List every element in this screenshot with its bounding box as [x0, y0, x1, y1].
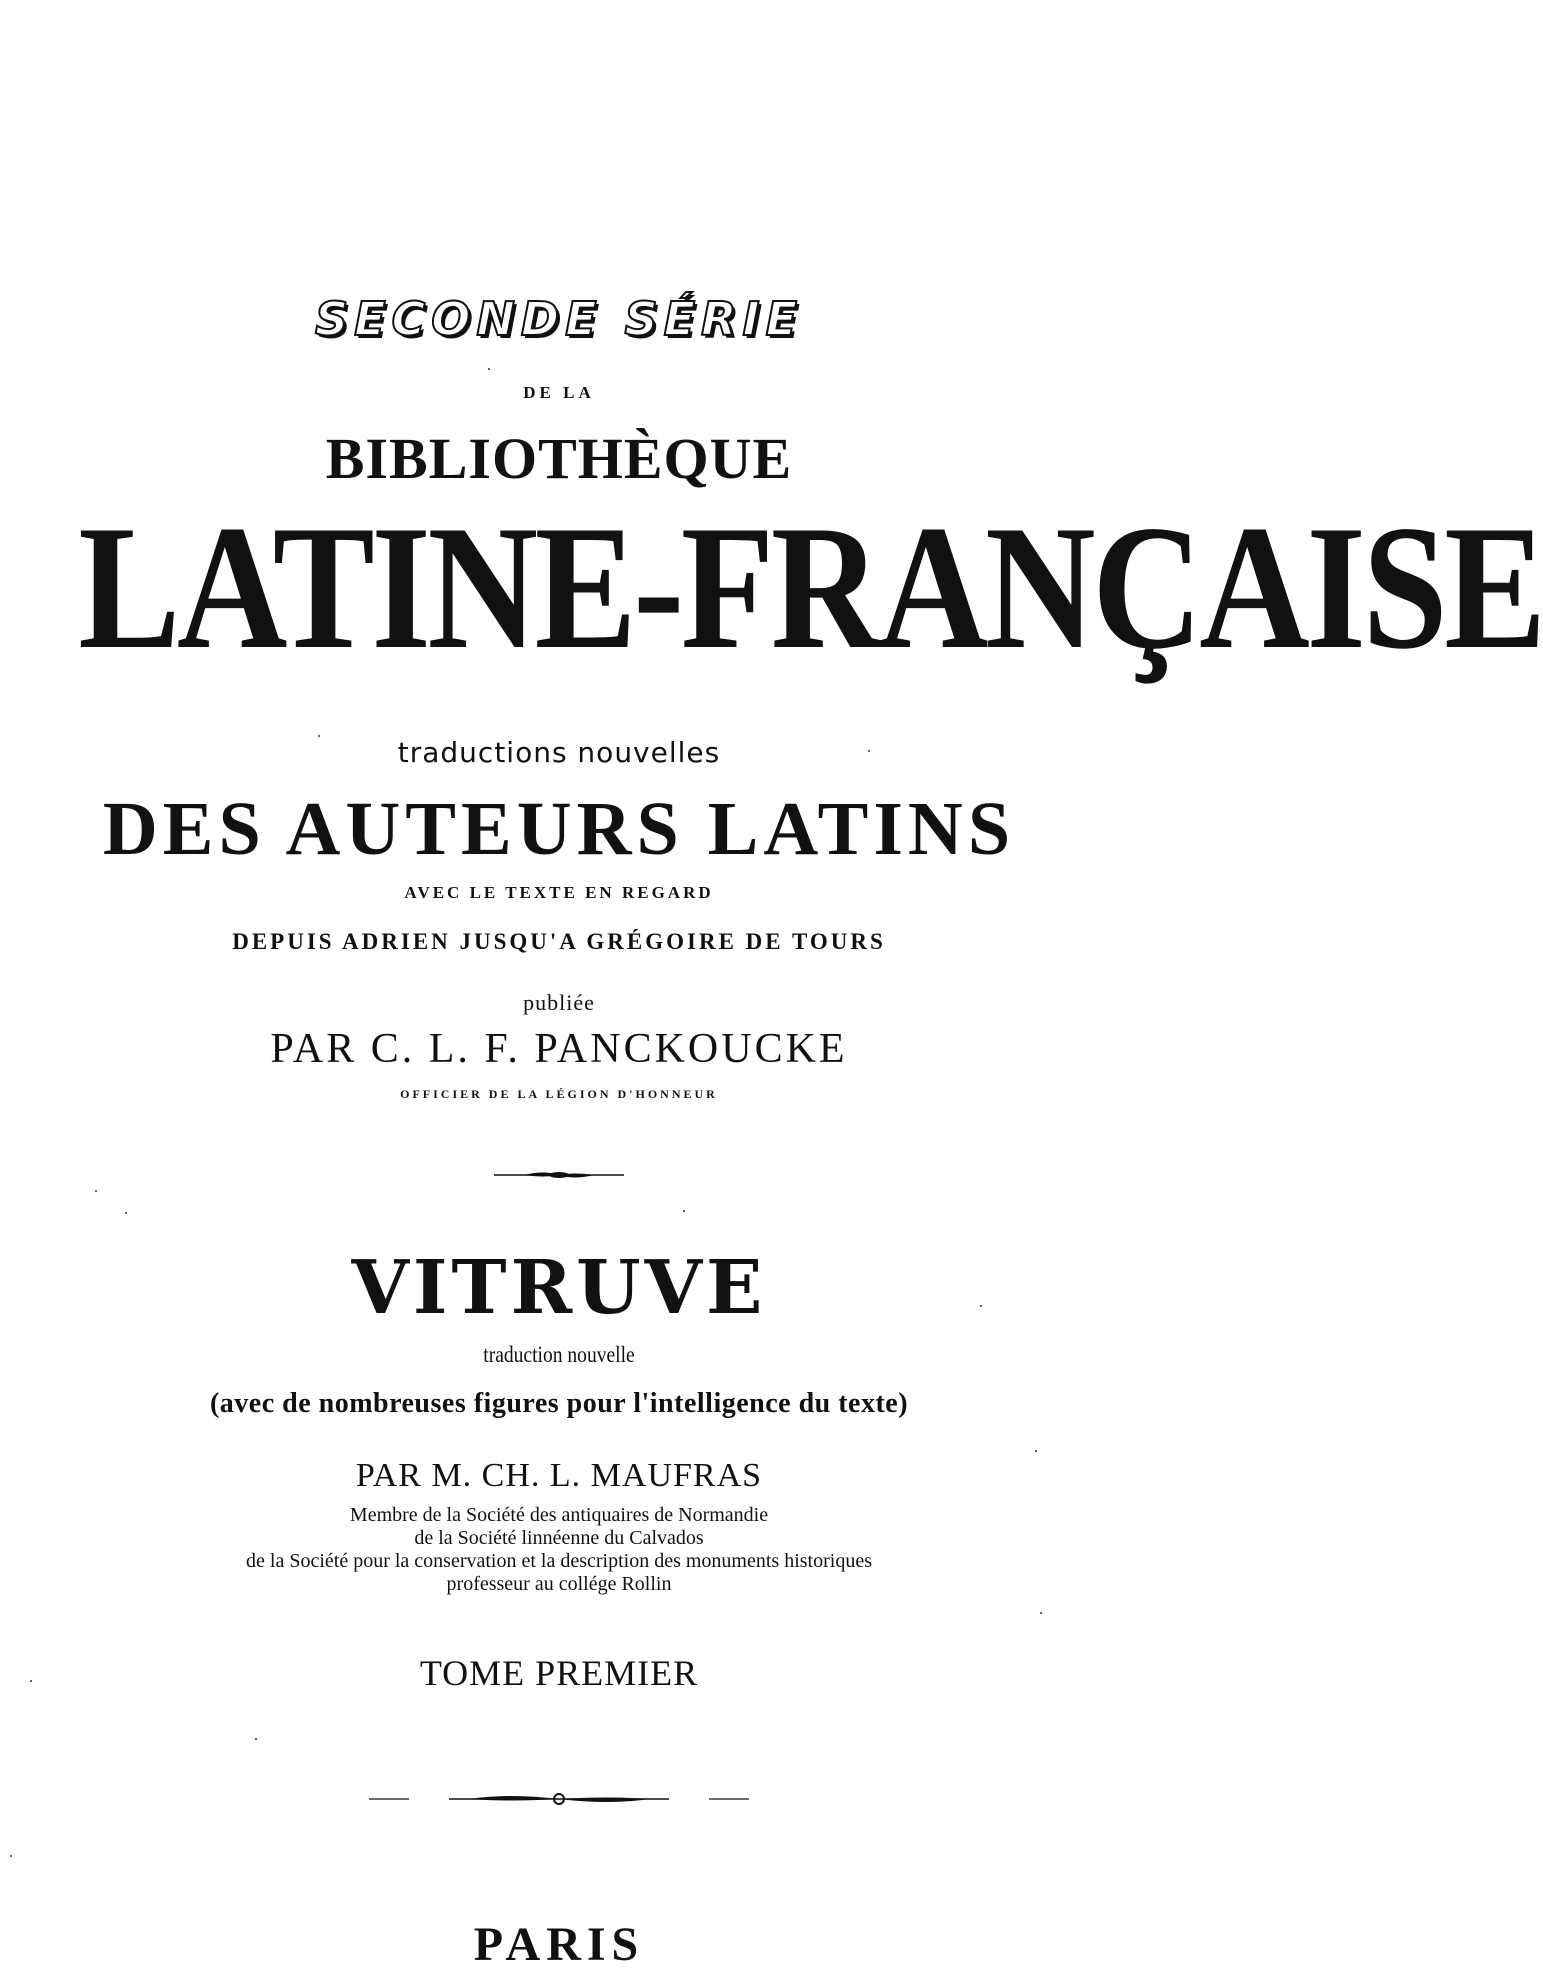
print-speck — [1040, 1612, 1042, 1614]
tome-heading: TOME PREMIER — [419, 1653, 699, 1693]
credential-line: de la Société pour la conservation et la description des monuments historiques — [246, 1550, 872, 1572]
bibliotheque-heading: BIBLIOTHÈQUE — [325, 426, 793, 491]
publiee-text: publiée — [523, 990, 595, 1015]
print-speck — [125, 1212, 127, 1214]
series-heading: SECONDE SÉRIE — [314, 292, 804, 346]
print-speck — [868, 750, 870, 752]
editor-title: OFFICIER DE LA LÉGION D'HONNEUR — [400, 1087, 718, 1101]
print-speck — [980, 1305, 982, 1307]
avec-texte-text: AVEC LE TEXTE EN REGARD — [404, 883, 714, 902]
figures-note: (avec de nombreuses figures pour l'intelligence du texte) — [209, 1388, 909, 1419]
print-speck — [1035, 1450, 1037, 1452]
print-speck — [10, 1855, 12, 1857]
print-speck — [318, 735, 320, 737]
depuis-text: DEPUIS ADRIEN JUSQU'A GRÉGOIRE DE TOURS — [232, 929, 886, 954]
print-speck — [255, 1738, 257, 1740]
print-speck — [683, 1210, 685, 1212]
de-la-text: DE LA — [523, 383, 595, 402]
latine-francaise-heading: LATINE-FRANÇAISE — [78, 488, 1543, 686]
traductions-subtitle: traductions nouvelles — [397, 736, 721, 769]
editor-name: PAR C. L. F. PANCKOUCKE — [270, 1026, 848, 1072]
print-speck — [95, 1190, 97, 1192]
traduction-text: traduction nouvelle — [483, 1342, 635, 1367]
author-heading: VITRUVE — [351, 1245, 767, 1331]
ornament-divider-icon — [0, 1792, 1118, 1806]
credential-line: professeur au collége Rollin — [446, 1573, 672, 1595]
credential-line: Membre de la Société des antiquaires de Normandie — [349, 1504, 769, 1526]
print-speck — [488, 368, 490, 370]
imprint-city: PARIS — [473, 1918, 645, 1971]
auteurs-latins-heading: DES AUTEURS LATINS — [102, 787, 1016, 871]
credential-line: de la Société linnéenne du Calvados — [414, 1527, 704, 1549]
translator-name: PAR M. CH. L. MAUFRAS — [355, 1457, 763, 1494]
print-speck — [30, 1680, 32, 1682]
ornament-divider-icon — [0, 1170, 1118, 1180]
